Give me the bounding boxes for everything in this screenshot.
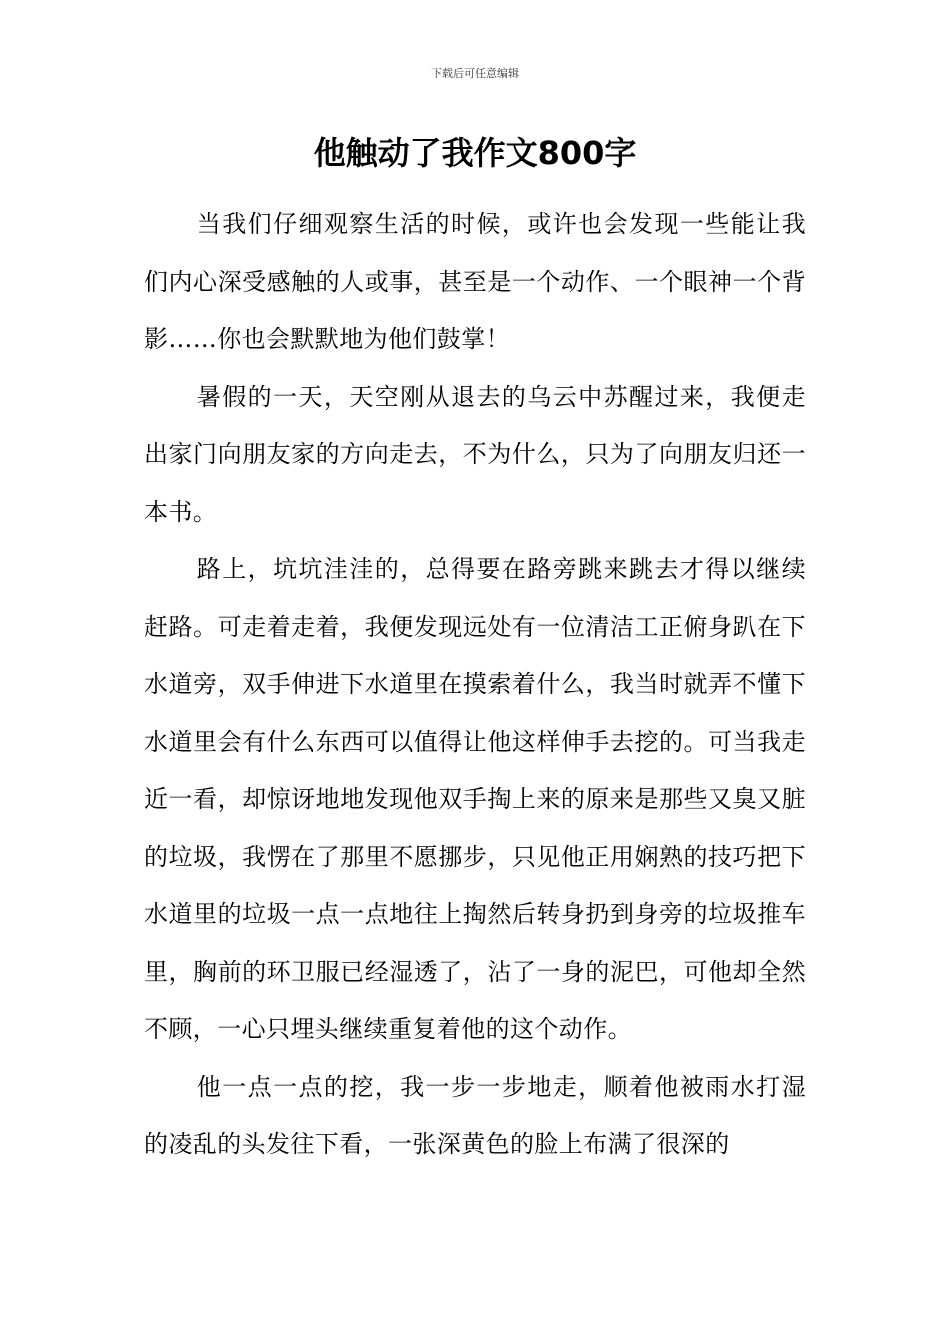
document-title: 他触动了我作文800字 <box>313 134 637 172</box>
paragraph-2: 暑假的一天，天空刚从退去的乌云中苏醒过来，我便走出家门向朋友家的方向走去，不为什么，只为了向朋友归还一本书。 <box>144 382 806 526</box>
paragraph-1: 当我们仔细观察生活的时候，或许也会发现一些能让我们内心深受感触的人或事，甚至是一个动作、一个眼神一个背影……你也会默默地为他们鼓掌！ <box>144 210 806 353</box>
header-note: 下载后可任意编辑 <box>431 67 519 80</box>
document-body <box>144 196 806 1174</box>
paragraph-3: 路上，坑坑洼洼的，总得要在路旁跳来跳去才得以继续赶路。可走着走着，我便发现远处有一位清洁工正俯身趴在下水道旁，双手伸进下水道里在摸索着什么，我当时就弄不懂下水道里会有什么东西可以值得让他这样伸手去挖的。可当我走近一看，却惊讶地地发现他双手掏上来的原来是那些又臭又脏的垃圾，我愣在了那里不愿挪步，只见他正用娴熟的技巧把下水道里的垃圾一点一点地往上掏然后转身扔到身旁的垃圾推车里，胸前的环卫服已经湿透了，沾了一身的泥巴，可他却全然不顾，一心只埋头继续重复着他的这个动作。 <box>144 555 806 1043</box>
paragraph-4: 他一点一点的挖，我一步一步地走，顺着他被雨水打湿的凌乱的头发往下看，一张深黄色的脸上布满了很深的 <box>144 1072 806 1158</box>
